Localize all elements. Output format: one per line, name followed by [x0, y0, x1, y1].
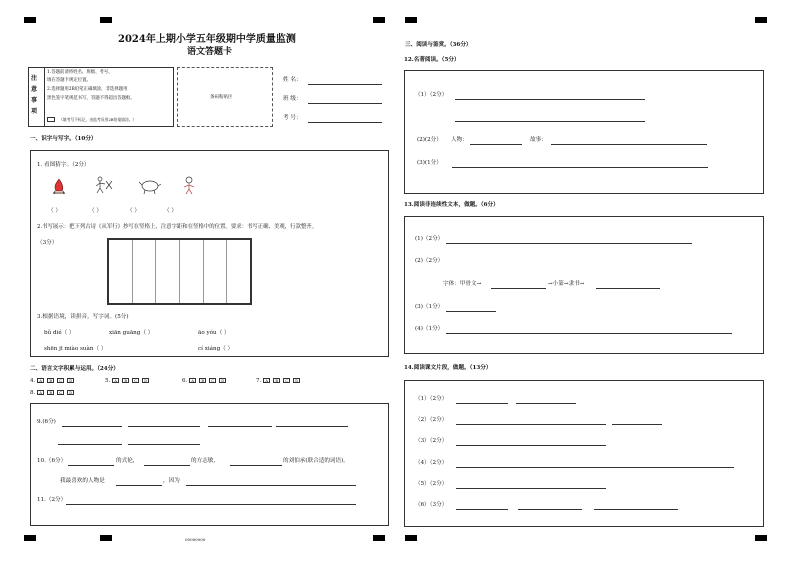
id-field[interactable] [308, 122, 382, 123]
q14-answer-line[interactable] [456, 509, 508, 510]
q13-font-line[interactable] [491, 288, 546, 289]
q10-text: 的刘伯承(联合适的词语)。 [283, 458, 349, 464]
registration-mark [100, 535, 112, 541]
section3-heading: 三、阅读与鉴赏。（36分） [405, 42, 472, 48]
q13-r3-label: (3)（1分） [415, 304, 444, 310]
q10-text: ，因为 [163, 478, 180, 484]
q10-text: 的式伦， [116, 458, 139, 464]
class-label: 班 级： [283, 96, 302, 102]
q13-answer-line[interactable] [446, 243, 692, 244]
writing-column[interactable] [180, 240, 204, 303]
q13-heading: 13.阅读非连续性文本，做题。（6分） [404, 202, 499, 208]
name-label: 姓 名： [283, 77, 302, 83]
q14-row-label: （3）（2分） [415, 438, 448, 444]
footer-code: 00000000 [185, 537, 206, 542]
option-a[interactable]: A [189, 378, 196, 383]
q11-label: 11.（2分） [37, 497, 67, 503]
q10-answer-line[interactable] [186, 485, 356, 486]
registration-mark [100, 17, 112, 23]
registration-mark [755, 17, 767, 23]
q13-font-line[interactable] [596, 288, 660, 289]
q12-story-label: 故事： [530, 137, 547, 143]
q14-row-label: （2）（2分） [415, 417, 448, 423]
choice-number: 7. [256, 378, 262, 384]
q3-label: 3.根据语境，读拼音，写字词。(5分) [37, 314, 129, 320]
q12-heading: 12.名著阅读。（5分） [404, 57, 460, 63]
option-a[interactable]: A [263, 378, 270, 383]
q9-answer-line[interactable] [62, 426, 122, 427]
option-d[interactable]: D [219, 378, 226, 383]
section2-heading: 二、语言文字积累与运用。（24分） [30, 366, 119, 372]
notice-item: 填在答题卡规定位置。 [47, 78, 91, 83]
q14-row-label: （6）（3分） [415, 502, 448, 508]
option-b[interactable]: B [122, 378, 129, 383]
q13-answer-line[interactable] [446, 311, 496, 312]
child-drawing-icon [180, 175, 198, 195]
notice-item: 黑色签字笔规范书写，答题不得超出答题框。 [47, 96, 135, 101]
option-b[interactable]: B [199, 378, 206, 383]
q9-answer-line[interactable] [58, 444, 122, 445]
registration-mark [24, 17, 36, 23]
q12-r3-label: (3)(1分） [417, 160, 442, 166]
option-c[interactable]: C [209, 378, 216, 383]
q2-score: （3分） [37, 240, 58, 246]
q14-answer-line[interactable] [456, 403, 508, 404]
choice-row[interactable] [256, 378, 303, 385]
option-d[interactable]: D [142, 378, 149, 383]
q1-answer-paren[interactable]: （ ） [48, 208, 61, 214]
q10-answer-line[interactable] [68, 465, 114, 466]
q10-answer-line[interactable] [230, 465, 282, 466]
option-c[interactable]: C [283, 378, 290, 383]
registration-mark [373, 17, 385, 23]
person-drawing-icon [92, 175, 116, 195]
q11-answer-line[interactable] [66, 504, 356, 505]
choice-row[interactable] [182, 378, 229, 385]
option-c[interactable]: C [132, 378, 139, 383]
option-b[interactable]: B [47, 390, 54, 395]
choice-row[interactable] [105, 378, 152, 385]
q14-answer-line[interactable] [612, 424, 662, 425]
q10-text: 的方志敏， [191, 458, 219, 464]
q3-pinyin[interactable]: āo yóu（ ） [198, 330, 230, 336]
option-d[interactable]: D [293, 378, 300, 383]
q14-row-label: （5）（2分） [415, 481, 448, 487]
choice-row[interactable] [30, 378, 77, 385]
choice-number: 6. [182, 378, 188, 384]
example-mark-box [47, 117, 55, 122]
option-b[interactable]: B [47, 378, 54, 383]
writing-column[interactable] [227, 240, 250, 303]
q9-answer-line[interactable] [276, 426, 348, 427]
q14-answer-line[interactable] [456, 424, 606, 425]
writing-column[interactable] [156, 240, 180, 303]
q2-label: 2.书写展示：把下列古诗《从军行》抄写在竖格上，注意字距和在竖格中的位置。要求：书写正确、美观，行款整齐。 [37, 224, 318, 230]
class-field[interactable] [308, 103, 382, 104]
q10-answer-line[interactable] [116, 485, 162, 486]
q10-answer-line[interactable] [144, 465, 190, 466]
option-d[interactable]: D [67, 378, 74, 383]
q14-answer-line[interactable] [594, 509, 678, 510]
q14-answer-line[interactable] [456, 467, 734, 468]
option-c[interactable]: C [57, 390, 64, 395]
choice-number: 8. [30, 390, 36, 396]
q13-r1-label: (1)（2分） [415, 236, 444, 242]
registration-mark [373, 535, 385, 541]
q14-answer-line[interactable] [518, 509, 582, 510]
q12-person-label: 人物： [451, 137, 468, 143]
registration-mark [755, 535, 767, 541]
q13-font-label: 字体：甲骨文→ [443, 281, 482, 287]
q14-answer-line[interactable] [456, 488, 606, 489]
q13-answer-line[interactable] [446, 333, 732, 334]
registration-mark [24, 535, 36, 541]
q12-answer-line[interactable] [452, 167, 708, 168]
q13-r4-label: (4)（1分） [415, 326, 444, 332]
writing-grid[interactable] [107, 238, 252, 305]
q14-answer-line[interactable] [456, 445, 606, 446]
q12-story-line[interactable] [551, 144, 707, 145]
q14-heading: 14.阅读课文片段，做题。（13分） [404, 365, 492, 371]
example-label: （填考号不标记，由监考员用2B铅笔填涂。） [59, 117, 137, 122]
q3-pinyin[interactable]: shēn jī miào suàn（ ） [44, 346, 107, 352]
q12-r2-label: (2)(2分） [417, 137, 442, 143]
q1-answer-paren[interactable]: （ ） [164, 208, 177, 214]
option-d[interactable]: D [67, 390, 74, 395]
option-a[interactable]: A [37, 390, 44, 395]
q12-answer-line[interactable] [455, 121, 645, 122]
notice-item: 2.选择题用2B铅笔正确填涂，非选择题用 [47, 87, 128, 92]
animal-drawing-icon [138, 177, 162, 195]
name-field[interactable] [308, 84, 382, 85]
writing-column[interactable] [109, 240, 133, 303]
writing-column[interactable] [133, 240, 157, 303]
q3-pinyin[interactable]: bǔ dié（ ） [44, 330, 75, 336]
q14-row-label: （4）（2分） [415, 460, 448, 466]
q9-answer-line[interactable] [128, 426, 200, 427]
q1-answer-paren[interactable]: （ ） [89, 208, 102, 214]
option-a[interactable]: A [112, 378, 119, 383]
id-label: 考 号： [283, 115, 302, 121]
choice-number: 5. [105, 378, 111, 384]
fire-pictogram-icon [50, 177, 68, 195]
writing-column[interactable] [204, 240, 228, 303]
page-subtitle: 语文答题卡 [187, 47, 233, 57]
section1-heading: 一、识字与写字。（10分） [30, 136, 97, 142]
notice-item: 1.答题前请将姓名、班级、考号、 [47, 70, 113, 75]
option-c[interactable]: C [57, 378, 64, 383]
choice-row[interactable] [30, 390, 77, 397]
q10-text: 我最喜欢的人物是 [60, 478, 105, 484]
q12-r1-label: （1）（2分） [415, 92, 448, 98]
q13-font-mid: →小篆→隶书→ [548, 281, 585, 287]
q12-answer-box [404, 70, 764, 194]
registration-mark [405, 17, 417, 23]
notice-divider [44, 67, 45, 127]
q3-pinyin[interactable]: cí xiáng（ ） [198, 346, 234, 352]
notice-side-label: 注意事项 [31, 75, 38, 115]
q14-row-label: （1）（2分） [415, 396, 448, 402]
q9-label: 9.(6分) [37, 419, 56, 425]
q1-label: 1. 看图猜字。（2分） [37, 162, 90, 168]
q12-person-line[interactable] [470, 144, 522, 145]
q14-answer-line[interactable] [516, 403, 576, 404]
q12-answer-line[interactable] [455, 99, 645, 100]
q10-label: 10.（6分） [37, 458, 67, 464]
q9-answer-line[interactable] [128, 444, 200, 445]
q3-pinyin[interactable]: xiān guāng（ ） [109, 330, 154, 336]
q13-r2-label: (2)（2分） [415, 258, 444, 264]
option-b[interactable]: B [273, 378, 280, 383]
q1-answer-paren[interactable]: （ ） [127, 208, 140, 214]
choice-number: 4. [30, 378, 36, 384]
option-a[interactable]: A [37, 378, 44, 383]
page-title: 2024年上期小学五年级期中学质量监测 [118, 34, 296, 45]
q9-answer-line[interactable] [208, 426, 272, 427]
registration-mark [405, 535, 417, 541]
barcode-label: 条码粘贴区 [210, 95, 233, 100]
